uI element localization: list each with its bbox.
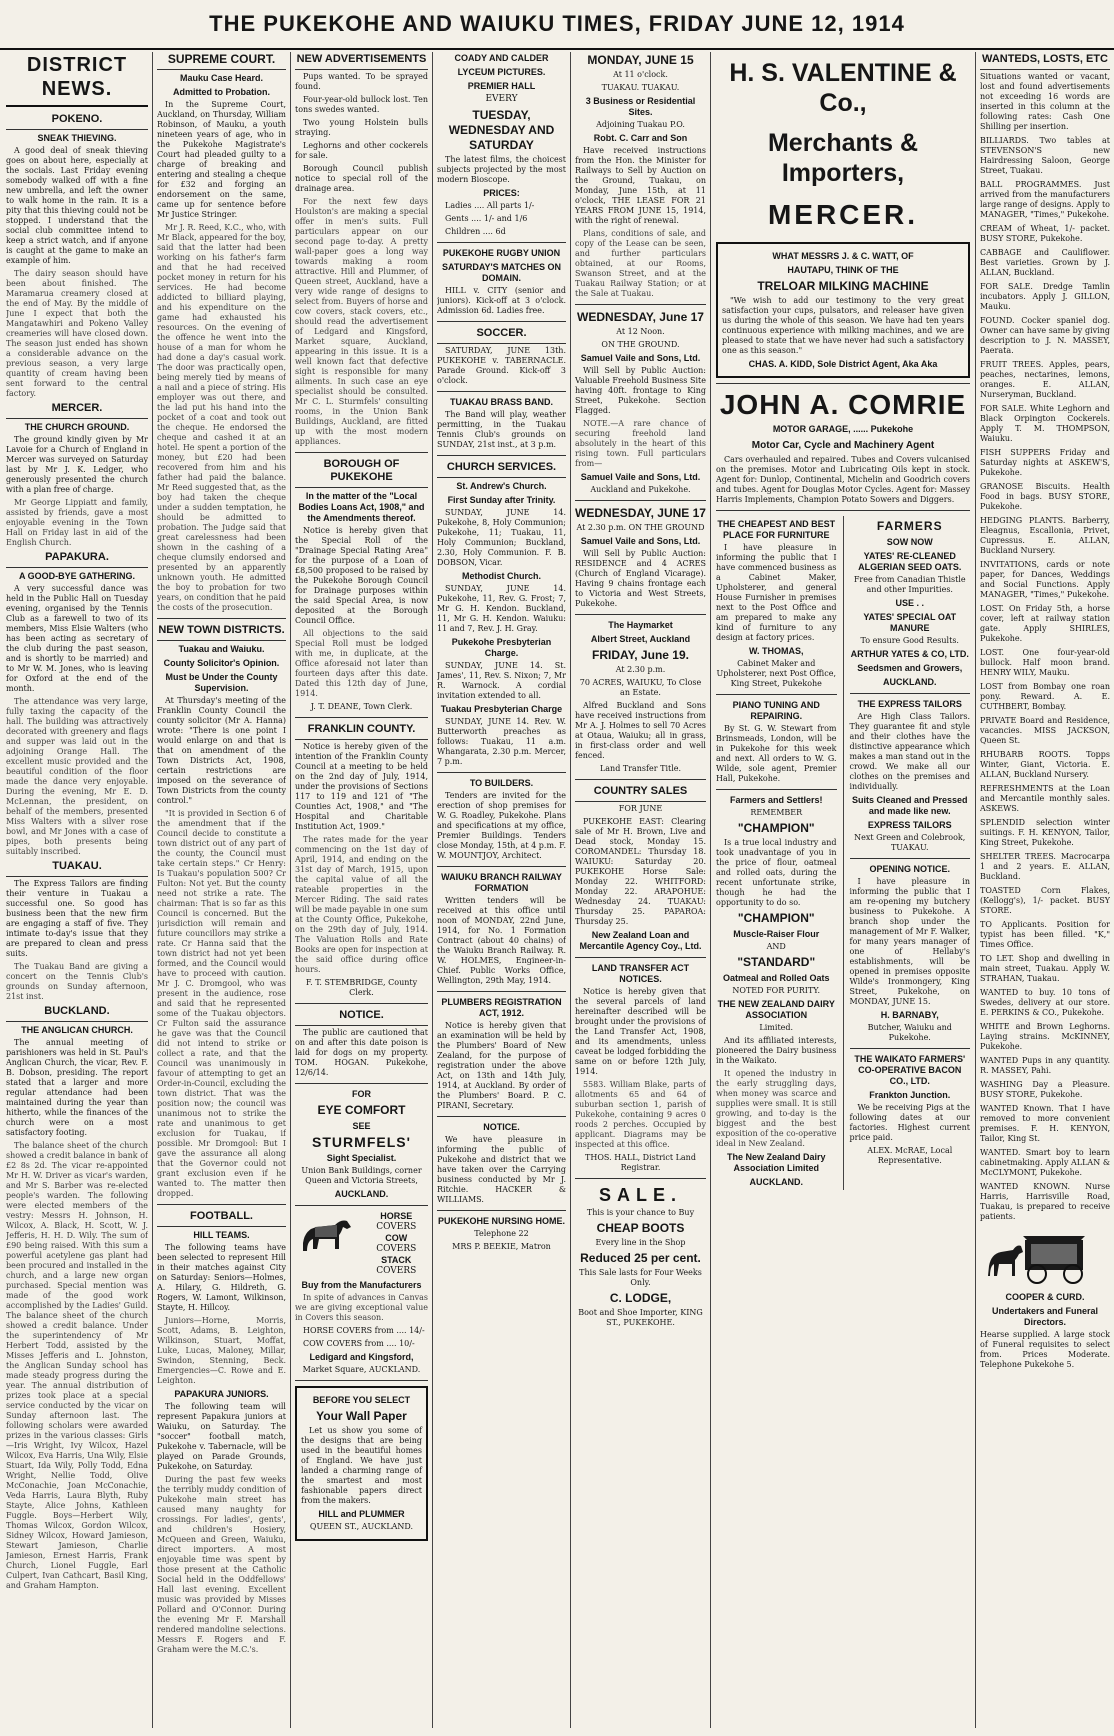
and-label: AND bbox=[766, 942, 786, 951]
auction-date: WEDNESDAY, June 17 bbox=[577, 310, 704, 324]
auction-place: TUAKAU. TUAKAU. bbox=[601, 83, 680, 92]
classified-item: GRANOSE Biscuits. Health Food in bags. BUSY STORE, Pukekohe. bbox=[980, 482, 1110, 511]
article-text: The following team will represent Papakura juniors at Waiuku, on Saturday. The "soccer" football match, Pukekohe v. Tabernacle, will be played on Parade Grounds, Pukekohe, on Saturday. bbox=[157, 1402, 286, 1471]
covers-label: HORSE bbox=[380, 1211, 413, 1221]
article-text: The public are cautioned that on and after this date poison is laid for dogs on my property. TOM. HOGAN. Pukekohe, 12/6/14. bbox=[295, 1028, 428, 1077]
hearse-icon bbox=[985, 1226, 1105, 1288]
testimonial-text: "We wish to add our testimony to the very great satisfaction your cups, pulsators, and releaser have given us during the whole of this season. We have had ten years continuous experience with milking machines, and we are pleased to state that we have never had such a satisfactory one as this season." bbox=[722, 296, 964, 355]
use-label: USE . . bbox=[895, 598, 924, 608]
dairy-city: AUCKLAND. bbox=[749, 1177, 803, 1187]
treloar-title: TRELOAR MILKING MACHINE bbox=[757, 279, 929, 293]
auctioneer-name: Samuel Vaile and Sons, Ltd. bbox=[580, 472, 701, 482]
remember-label: REMEMBER bbox=[750, 808, 803, 817]
bacon-rep: ALEX. McRAE, Local Representative. bbox=[867, 1146, 953, 1165]
column-wanteds bbox=[980, 50, 1110, 1730]
price-line: Gents .... 1/- and 1/6 bbox=[445, 214, 528, 223]
plumbers-title: PLUMBERS REGISTRATION ACT, 1912. bbox=[441, 997, 562, 1018]
article-text: Have received instructions from the Hon. the Minister for Railways to Sell by Auction on the Ground, Tuakau, on Monday, June 15th, at 11 o'clock, THE LEASE FOR 21 YEARS FROM JUNE 15, 1914, with the right of renewal. bbox=[575, 146, 706, 225]
sow-now: SOW NOW bbox=[886, 537, 933, 547]
article-text: 5583. William Blake, parts of allotments 65 and 64 of suburban section 1, parish of Pukekohe, containing 9 acres 0 roods 2 perches. Occupied by applicant. Diagrams may be inspected at this office. bbox=[575, 1080, 706, 1149]
article-text: In the Supreme Court, Auckland, on Thursday, William Robinson, of Mauku, a youth nineteen years of age, who in the Pukekohe Magistrate's Court had pleaded guilty to a charge of breaking and entering and stealing a cheque for £32 and forging an endorsement on the same, came up for sentence before Mr Justice Stringer. bbox=[157, 100, 286, 219]
section-subheading: SNEAK THIEVING. bbox=[37, 133, 117, 143]
article-text: The dairy season should have been about finished. The Maramarua creamery closed at the end of May. By the middle of June I expect that both the Mangatawhiri and Pokeno Valley creameries will have closed down. The season just ended has shown a considerable advance on the previous season, a very large quantity of cream having been sent forward to the central factory. bbox=[6, 269, 148, 398]
classified-item: SHELTER TREES. Macrocarpa 1 and 2 years. E. ALLAN, Buckland. bbox=[980, 852, 1110, 881]
notice-title: NOTICE. bbox=[483, 1122, 520, 1132]
treloar-agent: CHAS. A. KIDD, Sole District Agent, Aka Aka bbox=[748, 359, 938, 369]
borough-title: BOROUGH OF PUKEKOHE bbox=[295, 458, 428, 488]
football-title: FOOTBALL. bbox=[157, 1210, 286, 1227]
title-note: Land Transfer Title. bbox=[599, 764, 682, 773]
treloar-heading: HAUTAPU, THINK OF THE bbox=[787, 265, 899, 275]
rugby-title: PUKEKOHE RUGBY UNION bbox=[442, 248, 561, 258]
dairy-title: The New Zealand Dairy Association Limited bbox=[726, 1152, 826, 1173]
inner-rule bbox=[843, 516, 844, 1190]
builders-title: TO BUILDERS. bbox=[469, 778, 534, 788]
ads-right bbox=[850, 516, 971, 1190]
article-text: A very successful dance was held in the Public Hall on Tuesday evening, organised by the Tennis Club as a farewell to two of its members, Miss Elsie Walters (who has been acting as secretary of the club during the past season, and is shortly to be married) and to Mr W. M. Jones, who is leaving for Oxford at the end of the month. bbox=[6, 584, 148, 693]
lodge-name: C. LODGE, bbox=[609, 1291, 672, 1305]
church-name: Pukekohe Presbyterian Charge. bbox=[451, 637, 552, 658]
classified-item: WASHING Day a Pleasure. BUSY STORE, Pukekohe. bbox=[980, 1080, 1110, 1099]
auction-place: ON THE GROUND. bbox=[601, 340, 680, 349]
cooper-text: Hearse supplied. A large stock of Funeral requisites to select from. Prices Moderate. Telephone Pukekohe 5. bbox=[980, 1330, 1110, 1369]
classified-item: TO Applicants. Position for typist has been filled. "K," Times Office. bbox=[980, 920, 1110, 949]
ads-left bbox=[716, 516, 837, 1190]
sturmfels-name: STURMFELS' bbox=[312, 1134, 411, 1150]
signature: J. T. DEANE, Town Clerk. bbox=[310, 702, 413, 711]
classified-item: FRUIT TREES. Apples, pears, peaches, nectarines, lemons, oranges. E. ALLAN, Nurseryman, Buckland. bbox=[980, 360, 1110, 399]
article-text: By St. G. W. Stewart from Brinsmeads, London, will be in Pukekohe for this week and next. All orders to W. G. Wilde, sole agent, Premier Hall, Pukekohe. bbox=[716, 724, 837, 783]
valentine-name: H. S. VALENTINE & Co., bbox=[729, 59, 957, 117]
classified-item: BALL PROGRAMMES. Just arrived from the manufacturers large range of designs. Apply to MANAGER, "Times," Pukekohe. bbox=[980, 180, 1110, 219]
wanteds-title: WANTEDS, LOSTS, ETC bbox=[980, 53, 1110, 70]
sturmfels-sub: Sight Specialist. bbox=[326, 1153, 397, 1163]
article-text: Will Sell by Public Auction: Valuable Freehold Business Site having 40ft. frontage to King Street, Pukekohe. Section Flagged. bbox=[575, 366, 706, 415]
sale-title: SALE. bbox=[598, 1185, 682, 1205]
settlers-title: Farmers and Settlers! bbox=[729, 795, 823, 805]
premier-hall: PREMIER HALL bbox=[467, 81, 536, 91]
covers-label: COVERS bbox=[376, 1222, 417, 1232]
every-label: EVERY bbox=[485, 94, 518, 104]
classified-item: HEDGING PLANTS. Barberry, Eleagnus, Escallonia, Privet, Cupressus. E. ALLAN, Buckland Nursery. bbox=[980, 516, 1110, 555]
section-heading: MERCER. bbox=[6, 402, 148, 419]
thomas-name: W. THOMAS, bbox=[749, 646, 804, 656]
church-sub: First Sunday after Trinity. bbox=[447, 495, 556, 505]
barnaby-sub: Butcher, Waiuku and Pukekohe. bbox=[867, 1023, 952, 1042]
screening-days: TUESDAY, WEDNESDAY AND SATURDAY bbox=[448, 108, 555, 152]
ad-line: Pups wanted. To be sprayed found. bbox=[295, 72, 428, 91]
ad-line: Two young Holstein bulls straying. bbox=[295, 118, 428, 137]
classified-item: CREAM of Wheat, 1/- packet. BUSY STORE, Pukekohe. bbox=[980, 224, 1110, 243]
article-text: "It is provided in Section 6 of the amendment that if the Council decide to constitute a town district out of any part of the county, the Council must take certain steps." Cr Henry: Is Tuakau's population 500? Cr Fulton: Not yet. But the county need not strike a rate. The chairman: That is so far as this Council is concerned. But the jurisdiction will remain and future councillors may strike a rate. Cr Hanna said that the town district had not yet been formed, and the Council would have to proceed with caution. Mr J. C. Dromgool, who was present in the audience, rose and said that he represented some of the Tuakau objectors. Cr Fulton said the assurance he gave was that the Council did not intend to strike or collect a rate, and that the Council was unanimously in favour of attempting to get an Order-in-Council, excluding the town district. That was the position now; the council was unanimous not to strike the rate and unanimous to get exclusion for Tuakau, if possible. Mr Dromgool: But I gave the assurance all along that the Governor could not grant exclusion even if he wanted to. The matter then dropped. bbox=[157, 809, 286, 1198]
treloar-heading: WHAT MESSRS J. & C. WATT, OF bbox=[772, 251, 914, 261]
champion-brand: "CHAMPION" bbox=[737, 821, 815, 835]
nursing-telephone: Telephone 22 bbox=[474, 1229, 529, 1238]
ledgard-name: Ledigard and Kingsford, bbox=[309, 1352, 414, 1362]
classified-item: RHUBARB ROOTS. Topps Winter, Giant, Victoria. E. ALLAN, Buckland Nursery. bbox=[980, 750, 1110, 779]
city: AUCKLAND. bbox=[334, 1189, 389, 1199]
article-text: HILL v. CITY (senior and juniors). Kick-off at 3 o'clock. Admission 6d. Ladies free. bbox=[437, 286, 566, 315]
classified-item: BILLIARDS. Two tables at STEVENSON'S new Hairdressing Saloon, George Street, Tuakau. bbox=[980, 136, 1110, 175]
auction-title: 3 Business or Residential Sites. bbox=[585, 96, 696, 117]
price-line: Ladies .... All parts 1/- bbox=[445, 201, 535, 210]
church-name: Tuakau Presbyterian Charge bbox=[440, 704, 563, 714]
article-text: In spite of advances in Canvas we are giving exceptional value in Covers this season. bbox=[295, 1293, 428, 1322]
two-column-ads bbox=[716, 516, 970, 1190]
article-text: NOTE.—A rare chance of securing freehold land absolutely in the heart of this rising town. Full particulars from— bbox=[575, 419, 706, 468]
sale-text: This Sale lasts for Four Weeks Only. bbox=[579, 1268, 702, 1287]
article-text: Are High Class Tailors. They guarantee fit and style and their clothes have the distinctive appearance which makes a man stand out in the crowd. We make all our clothes on the premises and individually. bbox=[849, 712, 970, 791]
column-merchants bbox=[716, 50, 970, 1730]
mercer-line: MERCER. bbox=[767, 199, 919, 230]
eye-for: FOR bbox=[352, 1089, 371, 1099]
sale-cheap-boots: CHEAP BOOTS bbox=[596, 1221, 685, 1235]
article-text: Plans, conditions of sale, and copy of the Lease can be seen, and further particulars obtained, at our Rooms, Swanson Street, and at the Tuakau Railway Station; or at the Sale at Tuakau. bbox=[575, 229, 706, 298]
express-address: Next Green and Colebrook, TUAKAU. bbox=[854, 833, 966, 852]
treloar-ad bbox=[716, 242, 970, 378]
article-text: The attendance was very large, fully taxing the capacity of the hall. The building was attractively decorated with greenery and flags and supper was laid out in the adjoining Orange Hall. The excellent music provided and the beautiful condition of the floor made the dance very enjoyable. During the evening, Mr E. D. McLennan, the president, on behalf of the members, presented Miss Walters with a silver rose bowl, and Mr Jones with a case of pipes, both presents being suitably inscribed. bbox=[6, 697, 148, 856]
sale-text: This is your chance to Buy bbox=[586, 1208, 695, 1217]
ledgard-address: Market Square, AUCKLAND. bbox=[302, 1365, 421, 1374]
article-text: PUKEKOHE EAST: Clearing sale of Mr H. Brown, Live and Dead stock, Monday 15. COROMANDEL: Thursday 18. WAIUKU: Saturday 20. PUKEKOHE Horse Sale: Monday 22. WHITFORD: Monday 22. ARAPOHUE: Wednesday 24. TUAKAU: Thursday 25. PAPAROA: Thursday 25. bbox=[575, 817, 706, 926]
suits-label: Suits Cleaned and Pressed and made like new. bbox=[851, 795, 968, 816]
article-text: At Thursday's meeting of the Franklin County Council the county solicitor (Mr A. Hanna) wrote: "There is one point I would enlarge on and that is that on amendment of the Town Districts Act, 1908, certain restrictions are imposed on the severance of Town Districts from the county control." bbox=[157, 696, 286, 805]
eye-see: SEE bbox=[352, 1121, 371, 1131]
classified-item: TOASTED Corn Flakes, (Kellogg's), 1/- packet. BUSY STORE. bbox=[980, 886, 1110, 915]
article-text: It opened the industry in the early struggling days, when money was scarce and supplies were small. It is still growing, and to-day is the biggest and the best exposition of the co-operative ideal in New Zealand. bbox=[716, 1069, 837, 1148]
classified-item: INVITATIONS, cards or note paper, for Dances, Weddings and Social Functions. Apply MANAGER, "Times," Pukekohe. bbox=[980, 560, 1110, 599]
section-heading: POKENO. bbox=[6, 113, 148, 130]
signature: F. T. STEMBRIDGE, County Clerk. bbox=[305, 978, 418, 997]
article-text: SATURDAY, JUNE 13th. PUKEKOHE v. TABERNACLE. Parade Ground. Kick-off 3 o'clock. bbox=[437, 346, 566, 385]
subheading: PAPAKURA JUNIORS. bbox=[174, 1389, 269, 1399]
soccer-title: SOCCER. bbox=[437, 327, 566, 344]
article-text: Tenders are invited for the erection of shop premises for W. G. Roadley, Pukekohe. Plans and specifications at my office, Premier Buildings. Tenders close Monday, 15th, at 4 p.m. F. W. MOUNTJOY, Architect. bbox=[437, 791, 566, 860]
comrie-agent: Motor Car, Cycle and Machinery Agent bbox=[751, 440, 935, 451]
article-text: I have pleasure in informing the public that I am re-opening my butchery business to Pukekohe. A branch shop under the management of Mr F. Walker, for many years manager of one of Hellaby's establishments, will be opened in premises opposite Wilde's Ironmongery, King Street, Pukekohe, on MONDAY, JUNE 15. bbox=[849, 877, 970, 1006]
seedsmen: Seedsmen and Growers, bbox=[857, 663, 963, 673]
auction-time: At 2.30 p.m. ON THE GROUND bbox=[576, 523, 705, 532]
oatmeal-label: Oatmeal and Rolled Oats bbox=[722, 973, 830, 983]
hill-plummer-address: QUEEN ST., AUCKLAND. bbox=[309, 1522, 414, 1531]
borough-subheading: In the matter of the "Local Bodies Loans Act, 1908," and the Amendments thereof. bbox=[298, 491, 425, 523]
article-text: Is a true local industry and took unadvantage of you in the price of flour, oatmeal and rolled oats, during the recent unfortunate strike, though he had the opportunity to do so. bbox=[716, 838, 837, 907]
lyceum-title: LYCEUM PICTURES. bbox=[457, 67, 546, 77]
article-text: The ground kindly given by Mr Lavoie for a Church of England in Mercer was surveyed on Saturday last by Mr J. K. Ledger, who generously presented the church with a plan free of charge. bbox=[6, 435, 148, 494]
article-text: Notice is hereby given that an examination will be held by the Plumbers' Board of New Zealand, for the purpose of registration under the above Act, on 13th and 14th July, 1914, at Auckland. By order of the Plumbers' Board. P. C. PIRANI, Secretary. bbox=[437, 1021, 566, 1110]
thomas-sub: Cabinet Maker and Upholsterer, next Post Office, King Street, Pukekohe bbox=[716, 659, 836, 688]
notice-title: NOTICE. bbox=[295, 1009, 428, 1026]
article-text: Let us show you some of the designs that are being used in the beautiful homes of England. We have just landed a charming range of the smartest and most fashionable papers direct from the makers. bbox=[301, 1426, 422, 1505]
bacon-place: Frankton Junction. bbox=[869, 1090, 951, 1100]
farmers-title: FARMERS bbox=[876, 519, 943, 533]
sale-text: Every line in the Shop bbox=[595, 1238, 686, 1247]
article-text: Juniors—Horne, Morris, Scott, Adams, B. Leighton, Wilkinson, Stuart, Moffat, Luke, Lucas, Maloney, Millar, Swindon, Stenning, Beck. Emergencies—C. Rowe and E. Leighton. bbox=[157, 1316, 286, 1385]
lodge-address: Boot and Shoe Importer, KING ST., PUKEKOHE. bbox=[578, 1308, 703, 1327]
classified-list bbox=[980, 136, 1110, 1222]
column-rule bbox=[570, 52, 571, 1728]
express-name: EXPRESS TAILORS bbox=[867, 820, 952, 830]
sale-reduced: Reduced 25 per cent. bbox=[580, 1251, 701, 1265]
covers-label: COVERS bbox=[376, 1244, 417, 1254]
article-text: During the past few weeks the terribly muddy condition of Pukekohe main street has caused many naughty for crossings. For ladies', gents', and children's Hosiery, McQueen and Green, Waiuku, direct importers. A most enjoyable time was spent by those present at the Catholic Social held in the Oddfellows' Hall last evening. Excellent music was provided by Misses Pollard and O'Connor. During the evening Mr F. Marshall rendered mandoline selections. Messrs F. Rogers and F. Graham were the M.C.'s. bbox=[157, 1475, 286, 1654]
nursing-home-title: PUKEKOHE NURSING HOME. bbox=[437, 1216, 565, 1226]
address: Union Bank Buildings, corner Queen and Victoria Streets, bbox=[301, 1166, 422, 1185]
covers-label: COVERS bbox=[376, 1266, 417, 1276]
eye-comfort: EYE COMFORT bbox=[317, 1103, 406, 1117]
yates-manure-sub: To ensure Good Results. bbox=[860, 636, 959, 645]
district-news-title: DISTRICT NEWS. bbox=[6, 53, 148, 107]
yates-city: AUCKLAND. bbox=[883, 677, 937, 687]
railway-title: WAIUKU BRANCH RAILWAY FORMATION bbox=[441, 872, 562, 893]
classified-item: FOR SALE. White Leghorn and Black Orpington Cockerels. Apply T. M. THOMPSON, Waiuku. bbox=[980, 404, 1110, 443]
article-text: The annual meeting of parishioners was held in St. Paul's Anglican Church, the vicar, Rev. F. B. Dobson, presiding. The report stated that a larger and more regular attendance had been maintained during the year than hitherto, while the finances of the church were on a most satisfactory footing. bbox=[6, 1038, 148, 1137]
article-text: The Band will play, weather permitting, in the Tuakau Tennis Club's grounds on SUNDAY, 21st inst., at 3 p.m. bbox=[437, 410, 566, 449]
wallpaper-ad bbox=[295, 1386, 428, 1541]
article-text: SUNDAY, JUNE 14. Pukekohe, 11, Rev. G. Frost; 7, Mr G. H. Kendon. Buckland, 11, Mr G. H. Kendon. Waiuku: 11 and 7, Rev. J. H. Gray. bbox=[437, 584, 566, 633]
express-title: THE EXPRESS TAILORS bbox=[857, 699, 962, 709]
classified-item: LOST from Bombay one roan pony. Reward. A. E. CUTHBERT, Bombay. bbox=[980, 682, 1110, 711]
yates-oats-sub: Free from Canadian Thistle and other Impurities. bbox=[853, 575, 966, 594]
church-name: Methodist Church. bbox=[462, 571, 541, 581]
classified-item: WANTED Known. That I have removed to more convenient premises. F. H. KENYON, Tailor, King St. bbox=[980, 1104, 1110, 1143]
bacon-title: THE WAIKATO FARMERS' CO-OPERATIVE BACON CO., LTD. bbox=[854, 1054, 966, 1086]
cooper-name: COOPER & CURD. bbox=[1005, 1292, 1085, 1302]
undertakers-label: Undertakers and Funeral Directors. bbox=[991, 1306, 1099, 1327]
article-text: Notice is hereby given that the several parcels of land hereinafter described will be brought under the provisions of the Land Transfer Act, 1908, and its amendments, unless caveat be lodged forbidding the same on or before 12th July, 1914. bbox=[575, 987, 706, 1076]
subheading: HILL TEAMS. bbox=[193, 1230, 250, 1240]
article-text: The rates made for the year commencing on the 1st day of April, 1914, and ending on the 31st day of March, 1915, upon the capital value of all the rateable properties in the Mercer Riding. The said rates will be made payable in one sum at the County Office, Pukekohe, on the 29th day of July, 1914. The Valuation Rolls and Rate Books are open for inspection at the said office during office hours. bbox=[295, 835, 428, 974]
price-line: COW COVERS from .... 10/- bbox=[303, 1339, 415, 1348]
covers-ad bbox=[295, 1211, 428, 1277]
section-heading: TUAKAU. bbox=[6, 860, 148, 877]
purity-label: NOTED FOR PURITY. bbox=[732, 986, 821, 995]
article-text: Mr George Lippiatt and family, assisted by friends, gave a most enjoyable evening in the Town Hall on Friday last in aid of the English Church. bbox=[6, 498, 148, 547]
article-text: SUNDAY, JUNE 14. St. James', 11, Rev. S. Nixon; 7, Mr R. Warnock. A cordial invitation extended to all. bbox=[437, 661, 566, 700]
arthur-yates: ARTHUR YATES & CO, LTD. bbox=[850, 649, 969, 659]
article-text: For the next few days Houlston's are making a special offer in men's suits. Full particulars appear on our second page to-day. A pretty wall-paper goes a long way towards making a room attractive. Hill and Plummer, of Queen street, Auckland, have a very wide range of designs to select from. Buyers of horse and cow covers, stack covers, etc., should read the advertisement of Ledgard and Kingsford, Market square, Auckland, appearing in this issue. It is a well known fact that defective sight is responsible for many ailments. In such case an eye specialist should be consulted. Mr C. L. Sturmfels' consulting rooms, in the Union Bank Buildings, Auckland, are fitted up with the most modern appliances. bbox=[295, 197, 428, 446]
article-text: The Tuakau Band are giving a concert on the Tennis Club's grounds on Sunday afternoon, 21st inst. bbox=[6, 962, 148, 1001]
new-town-districts-title: NEW TOWN DISTRICTS. bbox=[157, 624, 286, 641]
auction-sub: Adjoining Tuakau P.O. bbox=[596, 120, 685, 129]
auction-date: WEDNESDAY, JUNE 17 bbox=[575, 506, 706, 520]
section-subheading: THE CHURCH GROUND. bbox=[24, 422, 130, 432]
article-text: SUNDAY, JUNE 14. Rev. W. Butterworth preaches as follows: Tuakau, 11 a.m. Whangarata, 2.30 p.m. Mercer, 7 p.m. bbox=[437, 717, 566, 766]
auction-title: 70 ACRES, WAIUKU, To Close an Estate. bbox=[579, 678, 702, 697]
article-text: Notice is hereby given of the intention of the Franklin County Council at a meeting to be held on the 2nd day of July, 1914, under the provisions of Sections 117 to 119 and 121 of "The Counties Act, 1908," and "The Hospital and Charitable Institution Act, 1909." bbox=[295, 742, 428, 831]
opening-title: OPENING NOTICE. bbox=[869, 864, 950, 874]
article-text: Alfred Buckland and Sons have received instructions from Mr A. J. Holmes to sell 70 Acres at Otaua, Waiuku; all in grass, in first-class order and well fenced. bbox=[575, 701, 706, 760]
article-text: And its affiliated interests, pioneered the Dairy business in the Waikato. bbox=[716, 1036, 837, 1065]
article-text: Cars overhauled and repaired. Tubes and Covers vulcanised on the premises. Motor and Lubricating Oils kept in stock. Agent for: Dunlop, Continental, Michelin and Goodrich covers and tubes. Agent for Douglas Motor Cycles. Agent for: Massey Harris Implements, Champion Potato Sowers and Diggers. bbox=[716, 455, 970, 504]
classified-item: REFRESHMENTS at the Loan and Mercantile monthly sales. ASKEWS. bbox=[980, 784, 1110, 813]
standard-brand: "STANDARD" bbox=[737, 955, 816, 969]
hill-plummer-name: HILL and PLUMMER bbox=[318, 1509, 405, 1519]
country-sales-month: FOR JUNE bbox=[618, 804, 663, 813]
subheading: Mauku Case Heard. bbox=[179, 73, 264, 83]
auctioneer-name: Samuel Vaile and Sons, Ltd. bbox=[580, 536, 701, 546]
column-rule bbox=[710, 52, 711, 1728]
article-text: A good deal of sneak thieving goes on about here, especially at the socials. Last Friday evening somebody walked off with a fine new umbrella, and left the owner to walk home in the rain. It is a pity that this thieving could not be stopped. I understand that the social club committee intend to keep a strict watch, and if anyone is caught at the game to make an example of him. bbox=[6, 146, 148, 265]
haymarket-address: Albert Street, Auckland bbox=[590, 634, 691, 644]
classified-item: PRIVATE Board and Residence, vacancies. MISS JACKSON, Queen St. bbox=[980, 716, 1110, 745]
wallpaper-heading: Your Wall Paper bbox=[316, 1409, 407, 1423]
price-line: Children .... 6d bbox=[445, 227, 506, 236]
article-text: The following teams have been selected to represent Hill in their matches against City on Saturday: Seniors—Holmes, A. Hilary, G. Hildreth, G. Rogers, W. Lamont, Wilkinson, Stayte, H. Hillcoy. bbox=[157, 1243, 286, 1312]
prices-label: PRICES: bbox=[483, 188, 520, 198]
auction-date: MONDAY, JUNE 15 bbox=[587, 53, 694, 67]
masthead bbox=[0, 0, 1114, 50]
section-subheading: THE ANGLICAN CHURCH. bbox=[21, 1025, 133, 1035]
ad-line: Borough Council publish notice to special roll of the drainage area. bbox=[295, 164, 428, 193]
column-rule bbox=[432, 52, 433, 1728]
article-text: The latest films, the choicest subjects projected by the most modern Bioscope. bbox=[437, 155, 566, 184]
classified-item: FOR SALE. Dredge Tamlin incubators. Apply J. GILLON, Mauku. bbox=[980, 282, 1110, 311]
franklin-title: FRANKLIN COUNTY. bbox=[295, 723, 428, 740]
church-services-title: CHURCH SERVICES. bbox=[437, 461, 566, 478]
classified-item: WHITE and Brown Leghorns. Laying strains. McKINNEY, Pukekohe. bbox=[980, 1022, 1110, 1051]
champion-brand: "CHAMPION" bbox=[737, 911, 815, 925]
masthead-title: THE PUKEKOHE AND WAIUKU TIMES, FRIDAY JUNE 12, 1914 bbox=[209, 11, 905, 36]
article-text: Written tenders will be received at this office until noon of MONDAY, 22nd June, 1914, for No. 1 Formation Contract (about 40 chains) of the Waiuku Branch Railway. R. W. HOLMES, Engineer-in-Chief. Public Works Office, Wellington, 29th May, 1914. bbox=[437, 896, 566, 985]
covers-label: COW bbox=[385, 1233, 408, 1243]
article-text: Notice is hereby given that the Special Roll of the "Drainage Special Rating Area" for the purpose of a Loan of £8,500 proposed to be raised by the Pukekohe Borough Council for Drainage purposes within the said Special Area, is now deposited at the Borough Council Office. bbox=[295, 526, 428, 625]
article-text: Will Sell by Public Auction: RESIDENCE and 4 ACRES (Church of England Vicarage). Having 9 chains frontage each to Victoria and West Streets, Pukekohe. bbox=[575, 549, 706, 608]
muscle-raiser: Muscle-Raiser Flour bbox=[733, 929, 820, 939]
yates-manure: YATES' SPECIAL OAT MANURE bbox=[863, 612, 957, 633]
classified-item: SPLENDID selection winter suitings. F. H. KENYON, Tailor, King Street, Pukekohe. bbox=[980, 818, 1110, 847]
barnaby-name: H. BARNABY, bbox=[880, 1010, 939, 1020]
subheading: Must be Under the County Supervision. bbox=[165, 672, 278, 693]
article-text: The Express Tailors are finding their venture in Tuakau a successful one. So good has business been that the new firm are engaging a staff of five. They intimate to-day's issue that they are prepared to clean and press suits. bbox=[6, 879, 148, 958]
ad-line: Leghorns and other cockerels for sale. bbox=[295, 141, 428, 160]
auction-time: At 2.30 p.m. bbox=[615, 665, 666, 674]
horse-icon bbox=[297, 1213, 357, 1257]
land-transfer-title: LAND TRANSFER ACT NOTICES. bbox=[591, 963, 690, 984]
price-line: HORSE COVERS from .... 14/- bbox=[303, 1326, 425, 1335]
subheading: County Solicitor's Opinion. bbox=[163, 658, 280, 668]
column-rule bbox=[152, 52, 153, 1728]
supreme-court-title: SUPREME COURT. bbox=[157, 53, 286, 70]
classified-item: FISH SUPPERS Friday and Saturday nights at ASKEW'S, Pukekohe. bbox=[980, 448, 1110, 477]
column-rule bbox=[290, 52, 291, 1728]
ad-line: Four-year-old bullock lost. Ten tons swedes wanted. bbox=[295, 95, 428, 114]
column-entertainment-church bbox=[437, 50, 566, 1730]
classified-intro: Situations wanted or vacant, lost and found advertisements not exceeding 16 words are inserted in this column at the following rates: Cash One Shilling per insertion. bbox=[980, 72, 1110, 131]
comrie-name: JOHN A. COMRIE bbox=[719, 389, 967, 420]
classified-item: CABBAGE and Cauliflower. Best varieties. Grown by J. ALLAN, Buckland. bbox=[980, 248, 1110, 277]
auction-time: At 12 Noon. bbox=[616, 327, 665, 336]
section-heading: BUCKLAND. bbox=[6, 1005, 148, 1022]
classified-item: FOUND. Cocker spaniel dog. Owner can have same by giving description to J. N. MASSEY, Paerata. bbox=[980, 316, 1110, 355]
lyceum-owners: COADY AND CALDER bbox=[454, 53, 549, 63]
signature: THOS. HALL, District Land Registrar. bbox=[585, 1153, 696, 1172]
article-text: All objections to the said Special Roll must be lodged with me, in duplicate, at the Office aforesaid not later than fourteen days after this date. Dated this 12th day of June, 1914. bbox=[295, 629, 428, 698]
brass-band-title: TUAKAU BRASS BAND. bbox=[450, 397, 553, 407]
nz-loan-name: New Zealand Loan and Mercantile Agency Coy., Ltd. bbox=[579, 930, 702, 951]
column-district-news bbox=[6, 50, 148, 1730]
dairy-title: THE NEW ZEALAND DAIRY ASSOCIATION bbox=[717, 999, 835, 1020]
subheading: Tuakau and Waiuku. bbox=[178, 644, 265, 654]
covers-label: STACK bbox=[381, 1255, 412, 1265]
section-heading: PAPAKURA. bbox=[6, 551, 148, 568]
section-subheading: A GOOD-BYE GATHERING. bbox=[18, 571, 135, 581]
classified-item: LOST. One four-year-old bullock. Half moon brand. HENRY WILY, Mauku. bbox=[980, 648, 1110, 677]
piano-title: PIANO TUNING AND REPAIRING. bbox=[732, 700, 820, 721]
column-auctions bbox=[575, 50, 706, 1730]
auctioneer-name: Robt. C. Carr and Son bbox=[593, 133, 688, 143]
hearse-illustration bbox=[980, 1226, 1110, 1288]
new-ads-title: NEW ADVERTISEMENTS bbox=[295, 53, 428, 70]
auctioneer-name: Samuel Vaile and Sons, Ltd. bbox=[580, 353, 701, 363]
article-text: We be receiving Pigs at the following dates at our factories. Highest current price paid. bbox=[849, 1103, 970, 1142]
classified-item: WANTED KNOWN. Nurse Harris, Harrisville Road, Tuakau, is prepared to receive patients. bbox=[980, 1182, 1110, 1221]
article-text: We have pleasure in informing the public of Pukekohe and district that we have taken over the Carrying business conducted by Mr J. Ritchie. HACKER & WILLIAMS. bbox=[437, 1135, 566, 1204]
comrie-garage: MOTOR GARAGE, ...... Pukekohe bbox=[772, 424, 914, 434]
column-new-advertisements bbox=[295, 50, 428, 1730]
article-text: SUNDAY, JUNE 14. Pukekohe, 8, Holy Communion; Pukekohe, 11; Tuakau, 11, Holy Communion; Buckland, 2.30, Holy Communion. F. B. DOBSON, Vicar. bbox=[437, 508, 566, 567]
column-rule bbox=[975, 52, 976, 1728]
classified-item: WANTED to buy. 10 tons of Swedes, delivery at our store. E. PERKINS & CO., Pukekohe. bbox=[980, 988, 1110, 1017]
country-sales-title: COUNTRY SALES bbox=[575, 785, 706, 802]
yates-oats: YATES' RE-CLEANED ALGERIAN SEED OATS. bbox=[858, 551, 962, 572]
church-name: St. Andrew's Church. bbox=[456, 481, 547, 491]
wallpaper-heading: BEFORE YOU SELECT bbox=[312, 1395, 411, 1405]
limited-label: Limited. bbox=[759, 1023, 794, 1032]
covers-buy: Buy from the Manufacturers bbox=[301, 1280, 422, 1290]
article-text: Mr J. R. Reed, K.C., who, with Mr Black, appeared for the boy, said that the latter had been working on his father's farm and that he had received pocket money in return for his services. He had become addicted to billiard playing, and his expenditure on the game had exhausted his resources. On the evening of the offence he went into the house of a man for whom he had done a day's casual work. The door was practically open, being merely tied by means of a nail and a piece of string. His employer was out there, and the lad put his hand into the pocket of a coat and took out the cheque. He endorsed the cheque and cashed it at an hotel. He spent a portion of the money, but £20 had been recovered from him and his father had paid the balance. Mr Reed suggested that, as the boy had taken the cheque under a sudden temptation, he should be admitted to probation. The Judge said that great carelessness had been shown in the cashing of a cheque clumsily endorsed and presented by an apparently unknown youth. He admitted the boy to probation for two years, on condition that he paid the costs of the prosecution. bbox=[157, 223, 286, 612]
auction-time: At 11 o'clock. bbox=[613, 70, 668, 79]
classified-item: LOST. On Friday 5th, a horse cover, left at railway station gate. Apply SHIRLES, Pukekohe. bbox=[980, 604, 1110, 643]
haymarket-title: The Haymarket bbox=[608, 620, 673, 630]
merchants-line: Merchants & Importers, bbox=[767, 129, 919, 187]
auctioneer-address: Auckland and Pukekohe. bbox=[590, 485, 691, 494]
classified-item: WANTED. Smart boy to learn cabinetmaking. Apply ALLAN & McCLYMONT, Pukekohe. bbox=[980, 1148, 1110, 1177]
column-supreme-court bbox=[157, 50, 286, 1730]
nursing-matron: MRS P. BEEKIE, Matron bbox=[452, 1242, 551, 1251]
rugby-sub: SATURDAY'S MATCHES ON DOMAIN. bbox=[442, 262, 561, 283]
furniture-title: THE CHEAPEST AND BEST PLACE FOR FURNITURE bbox=[717, 519, 836, 540]
subheading: Admitted to Probation. bbox=[173, 87, 270, 97]
classified-item: TO LET. Shop and dwelling in main street, Tuakau. Apply W. STRAHAN, Tuakau. bbox=[980, 954, 1110, 983]
article-text: I have pleasure in informing the public that I have commenced business as a Cabinet Maker, Upholsterer, and general House Furnisher in premises next to the Post Office and am prepared to make any kind of furniture to any design at factory prices. bbox=[716, 543, 837, 642]
article-text: The balance sheet of the church showed a credit balance in bank of £2 8s 2d. The vicar re-appointed Mr H. W. Driver as vicar's warden, and Mr S. Barber was re-elected people's warden. The following were elected members of the vestry: Messrs H. Johnson, H. Wilcox, A. Black, H. Scott, W. J. Jefferis, H. H. D. Wily. The sum of £90 being raised. With this sum a powerful acetylene gas plant had been procured and installed in the church, and a large new organ purchased. Special mention was made of the good work accomplished by the Ladies' Guild. The balance sheet of the church showed a credit balance. Under the superintendency of Mr Herbert Todd, assisted by the Misses Jefferis and L. Johnston, the Anglican Sunday school has made steady progress during the year. The annual distribution of prizes took place at a special service conducted by the vicar on Sunday afternoon last. The following scholars were awarded prizes in the various classes: Girls—Iris Wright, Ivy Wilcox, Hazel Wilcox, Eva Harris, Una Wily, Elsie Stuart, Ida Wily, Polly Todd, Edna Wright, Nellie Todd, Olive McConachie, Joan McConachie, Veda Harris, Laura Blyth, Ruby Stayte, Alice Johns, Kathleen Fuggle. Boys—Herbert Wily, Thomas Wilcox, Gordon Wilcox, Sidney Wilcox, Howard Jamieson, Stewart Jamieson, Charlie Jamieson, Ernest Harris, Frank Church, Lionel Fuggle, Earl Culpert, Ivan Cathcart, Basil King, and Graham Hampton. bbox=[6, 1141, 148, 1590]
auction-date: FRIDAY, June 19. bbox=[592, 648, 689, 662]
classified-item: WANTED Pups in any quantity. R. MASSEY, Pahi. bbox=[980, 1056, 1110, 1075]
